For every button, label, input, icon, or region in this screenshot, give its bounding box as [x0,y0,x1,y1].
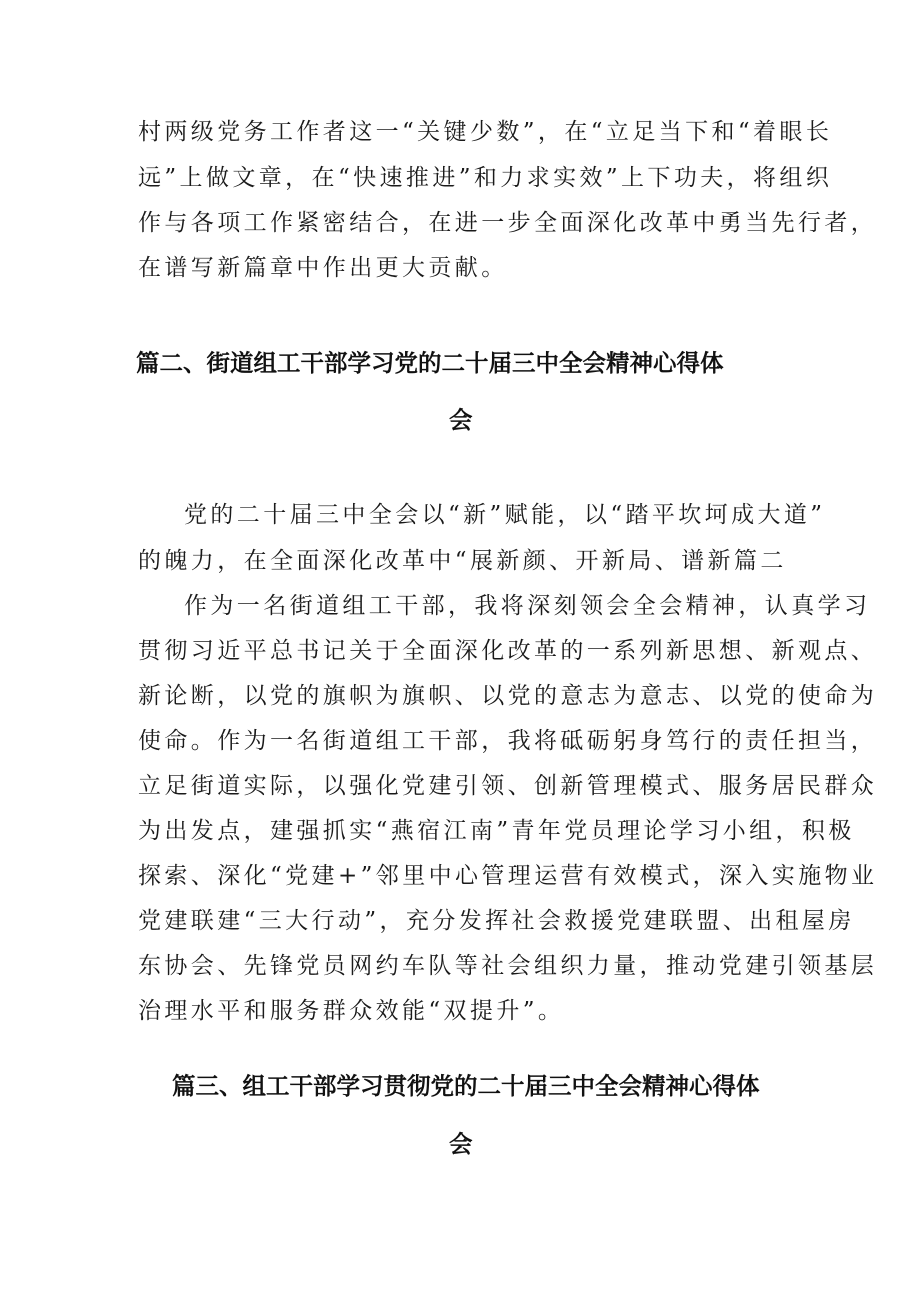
text-line: 贯彻习近平总书记关于全面深化改革的一系列新思想、新观点、 [138,638,878,664]
text-line: 使命。作为一名街道组工干部，我将砥砺躬身笃行的责任担当， [138,728,878,754]
text-line: 立足街道实际，以强化党建引领、创新管理模式、服务居民群众 [138,773,878,799]
text-line: 远”上做文章，在“快速推进”和力求实效”上下功夫，将组织 [138,165,833,191]
section-two-heading-line2: 会 [449,406,473,434]
text-line: 党的二十届三中全会以“新”赋能，以“踏平坎坷成大道” [184,502,826,528]
text-line: 村两级党务工作者这一“关键少数”，在“立足当下和“着眼长 [138,119,833,145]
text-line: 作为一名街道组工干部，我将深刻领会全会精神，认真学习 [184,593,871,619]
text-line: 治理水平和服务群众效能“双提升”。 [138,998,565,1024]
section-two-heading-line1: 篇二、街道组工干部学习党的二十届三中全会精神心得体 [136,349,724,377]
text-line: 新论断，以党的旗帜为旗帜、以党的意志为意志、以党的使命为 [138,683,878,709]
text-line: 作与各项工作紧密结合，在进一步全面深化改革中勇当先行者， [138,210,878,236]
text-line: 探索、深化“党建+”邻里中心管理运营有效模式，深入实施物业 [138,863,878,889]
section-three-heading-line2: 会 [449,1130,473,1158]
text-line: 为出发点，建强抓实“燕宿江南”青年党员理论学习小组，积极 [138,818,855,844]
text-line: 的魄力，在全面深化改革中“展新颜、开新局、谱新篇二 [138,548,787,574]
section-three-heading-line1: 篇三、组工干部学习贯彻党的二十届三中全会精神心得体 [172,1072,760,1100]
text-line: 在谱写新篇章中作出更大贡献。 [138,255,508,281]
text-line: 东协会、先锋党员网约车队等社会组织力量，推动党建引领基层 [138,953,878,979]
text-line: 党建联建“三大行动”，充分发挥社会救援党建联盟、出租屋房 [138,908,855,934]
